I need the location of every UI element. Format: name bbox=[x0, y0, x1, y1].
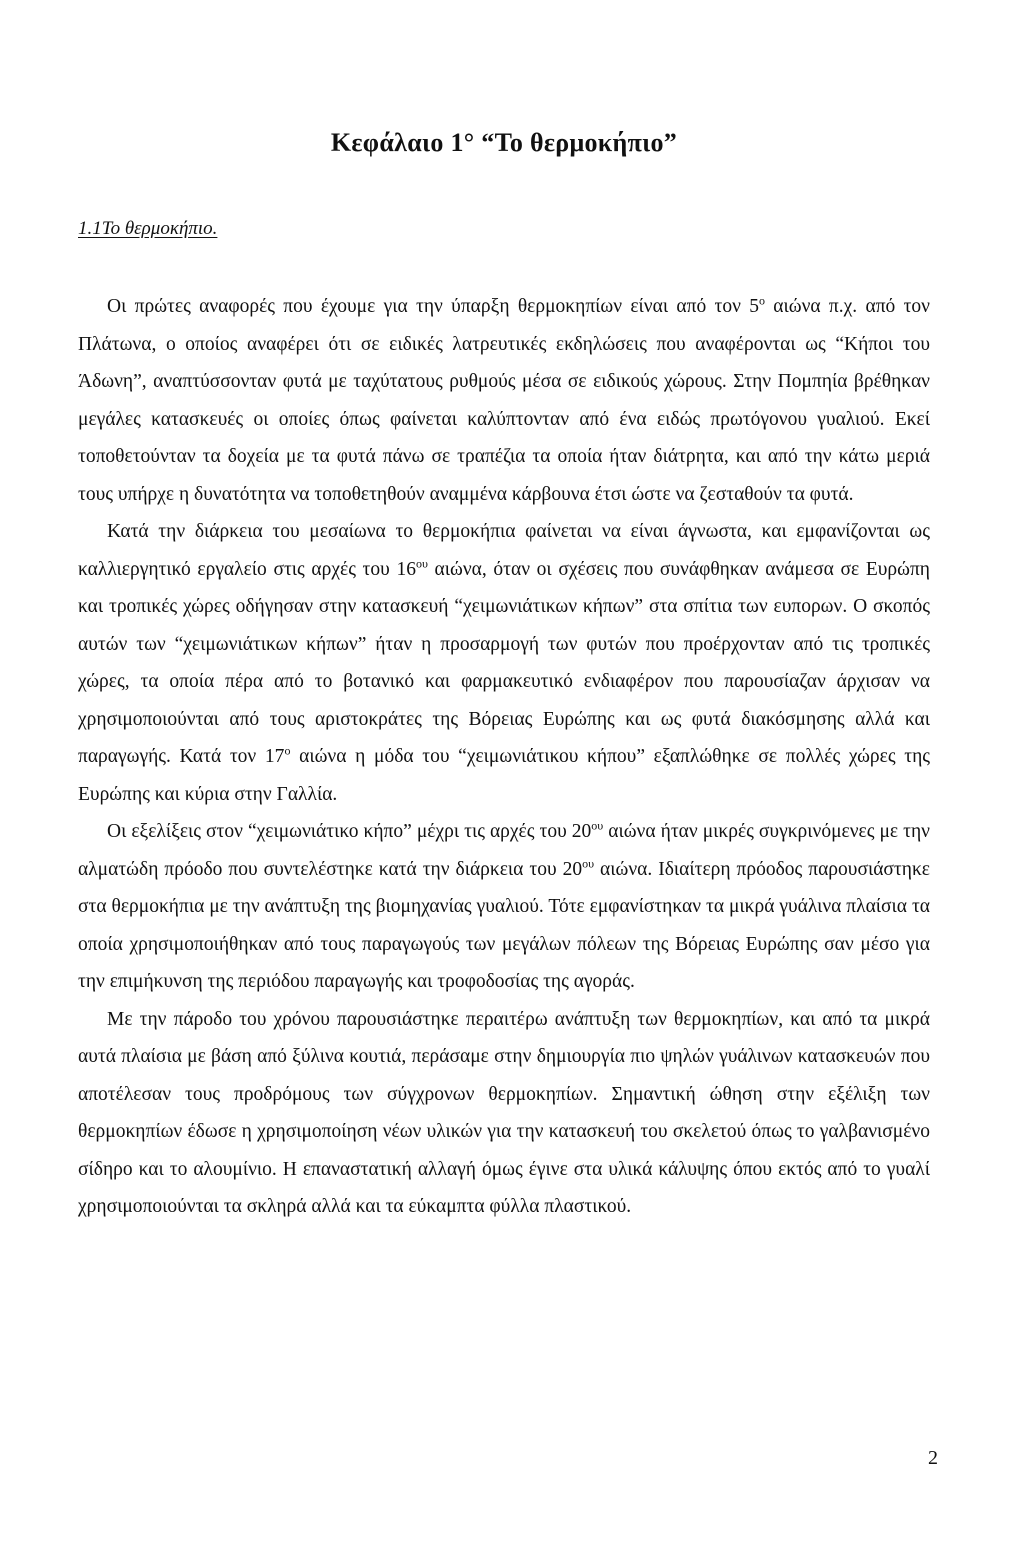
chapter-title: Κεφάλαιο 1° “Το θερμοκήπιο” bbox=[330, 128, 678, 157]
body-text bbox=[78, 288, 930, 1226]
document-page bbox=[78, 0, 938, 1547]
paragraph: Οι εξελίξεις στον “χειμωνιάτικο κήπο” μέχρι τις αρχές του $20^{o\upsilon}$ αιώνα ήταν μικρές συγκρινόμενες με την αλματώδη πρόοδο που συντελέστηκε κατά την διάρκεια του $20^{o\upsilon}$ αιώνα. Ιδιαίτερη πρόοδος παρουσιάστηκε στα θερμοκήπια με την ανάπτυξη της βιομηχανίας γυαλιού. Τότε εμφανίστηκαν τα μικρά γυάλινα πλαίσια τα οποία χρησιμοποιήθηκαν από τους παραγωγούς των μεγάλων πόλεων της Βόρειας Ευρώπης σαν μέσο για την επιμήκυνση της περιόδου παραγωγής και τροφοδοσίας της αγοράς. bbox=[78, 818, 930, 992]
paragraph: Οι πρώτες αναφορές που έχουμε για την ύπαρξη θερμοκηπίων είναι από τον $5^o$ αιώνα π.χ. από τον Πλάτωνα, ο οποίος αναφέρει ότι σε ειδικές λατρευτικές εκδηλώσεις που αναφέρονται ως “Κήποι του Άδωνη”, αναπτύσσονταν φυτά με ταχύτατους ρυθμούς μέσα σε ειδικούς χώρους. Στην Πομπηία βρέθηκαν μεγάλες κατασκευές οι οποίες όπως φαίνεται καλύπτονταν από ένα ειδώς πρωτόγονου γυαλιού. Εκεί τοποθετούνταν τα δοχεία με τα φυτά πάνω σε τραπέζια τα οποία ήταν διάτρητα, και από την κάτω μεριά τους υπήρχε η δυνατότητα να τοποθετηθούν αναμμένα κάρβουνα έτσι ώστε να ζεσταθούν τα φυτά. bbox=[78, 293, 930, 505]
paragraph: Κατά την διάρκεια του μεσαίωνα το θερμοκήπια φαίνεται να είναι άγνωστα, και εμφανίζονται ως καλλιεργητικό εργαλείο στις αρχές του $16^{o\upsilon}$ αιώνα, όταν οι σχέσεις που συνάφθηκαν ανάμεσα σε Ευρώπη και τροπικές χώρες οδήγησαν στην κατασκευή “χειμωνιάτικων κήπων” στα σπίτια των ευπορων. Ο σκοπός αυτών των “χειμωνιάτικων κήπων” ήταν η προσαρμογή των φυτών που προέρχονταν από τις τροπικές χώρες, τα οποία πέρα από το βοτανικό και φαρμακευτικό ενδιαφέρον που παρουσίαζαν άρχισαν να χρησιμοποιούνται από τους αριστοκράτες της Βόρειας Ευρώπης και ως φυτά διακόσμησης αλλά και παραγωγής. Κατά τον $17^o$ αιώνα η μόδα του “χειμωνιάτικου κήπου” εξαπλώθηκε σε πολλές χώρες της Ευρώπης και κύρια στην Γαλλία. bbox=[78, 521, 930, 805]
section-heading: 1.1Το θερμοκήπιο. bbox=[78, 218, 218, 239]
paragraph: Με την πάροδο του χρόνου παρουσιάστηκε περαιτέρω ανάπτυξη των θερμοκηπίων, και από τα μικρά αυτά πλαίσια με βάση από ξύλινα κουτιά, περάσαμε στην δημιουργία πιο ψηλών γυάλινων κατασκευών που αποτέλεσαν τους προδρόμους των σύγχρονων θερμοκηπίων. Σημαντική ώθηση στην εξέλιξη των θερμοκηπίων έδωσε η χρησιμοποίηση νέων υλικών για την κατασκευή του σκελετού όπως το γαλβανισμένο σίδηρο και το αλουμίνιο. Η επαναστατική αλλαγή όμως έγινε στα υλικά κάλυψης όπου εκτός από το γυαλί χρησιμοποιούνται τα σκληρά αλλά και τα εύκαμπτα φύλλα πλαστικού. bbox=[78, 1008, 930, 1217]
page-number: 2 bbox=[928, 1447, 938, 1469]
